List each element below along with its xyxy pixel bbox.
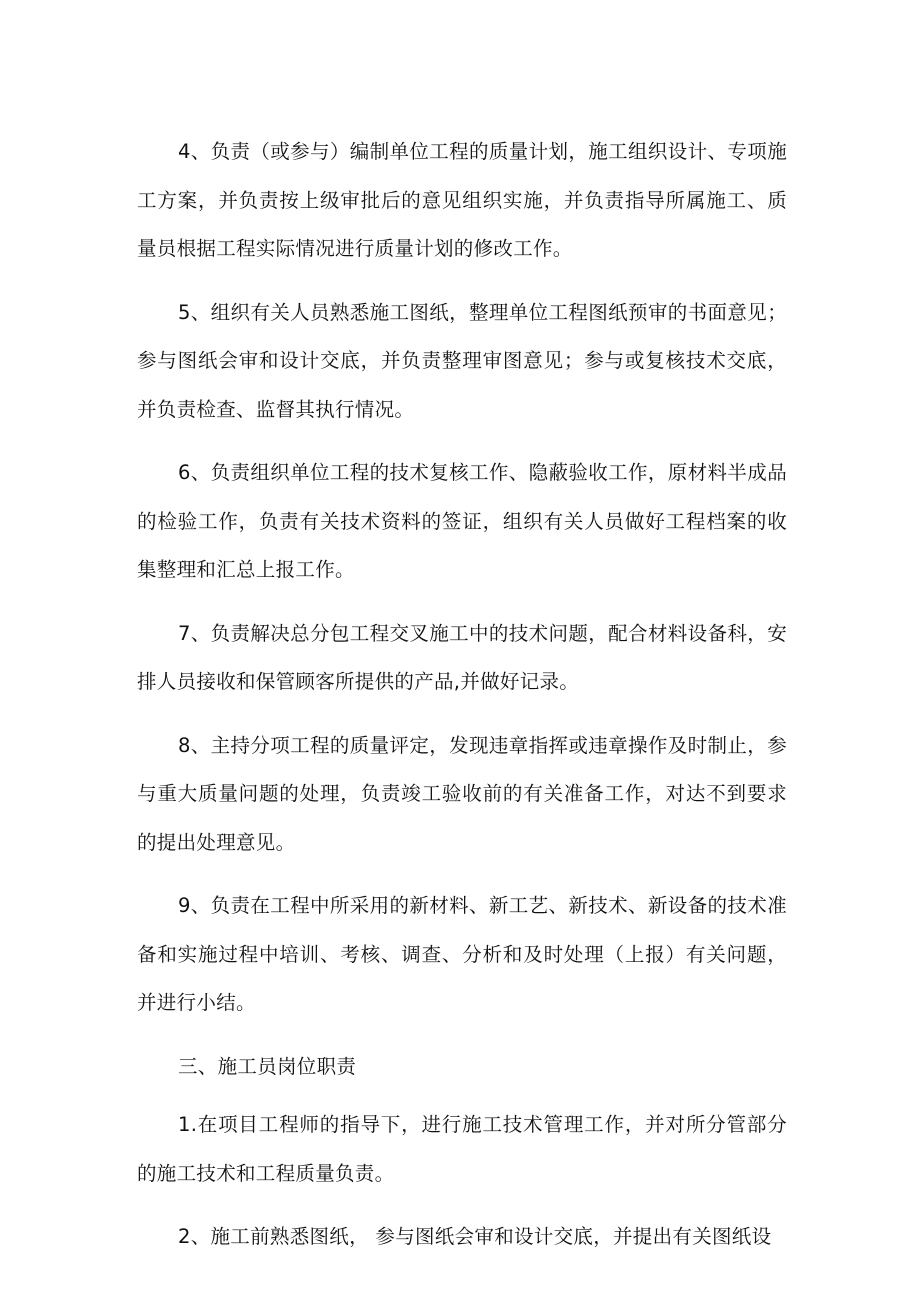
paragraph-item-9: 9、负责在工程中所采用的新材料、新工艺、新技术、新设备的技术准备和实施过程中培训、考核、调查、分析和及时处理（上报）有关问题，并进行小结。 — [137, 894, 787, 1014]
paragraph-section3-item-1: 1.在项目工程师的指导下，进行施工技术管理工作，并对所分管部分的施工技术和工程质量负责。 — [137, 1113, 787, 1185]
section-heading-construction-staff: 三、施工员岗位职责 — [178, 1054, 357, 1078]
paragraph-item-8: 8、主持分项工程的质量评定，发现违章指挥或违章操作及时制止，参与重大质量问题的处理，负责竣工验收前的有关准备工作，对达不到要求的提出处理意见。 — [137, 733, 787, 854]
paragraph-section3-item-2: 2、施工前熟悉图纸， 参与图纸会审和设计交底，并提出有关图纸设 — [178, 1225, 772, 1248]
paragraph-item-6: 6、负责组织单位工程的技术复核工作、隐蔽验收工作，原材料半成品的检验工作，负责有关技术资料的签证，组织有关人员做好工程档案的收集整理和汇总上报工作。 — [137, 461, 787, 581]
paragraph-item-7: 7、负责解决总分包工程交叉施工中的技术问题，配合材料设备科，安排人员接收和保管顾客所提供的产品,并做好记录。 — [137, 621, 787, 693]
paragraph-item-4: 4、负责（或参与）编制单位工程的质量计划，施工组织设计、专项施工方案，并负责按上级审批后的意见组织实施，并负责指导所属施工、质量员根据工程实际情况进行质量计划的修改工作。 — [137, 140, 787, 260]
paragraph-item-5: 5、组织有关人员熟悉施工图纸，整理单位工程图纸预审的书面意见；参与图纸会审和设计交底，并负责整理审图意见；参与或复核技术交底，并负责检查、监督其执行情况。 — [137, 300, 787, 421]
document-body — [137, 128, 787, 1277]
